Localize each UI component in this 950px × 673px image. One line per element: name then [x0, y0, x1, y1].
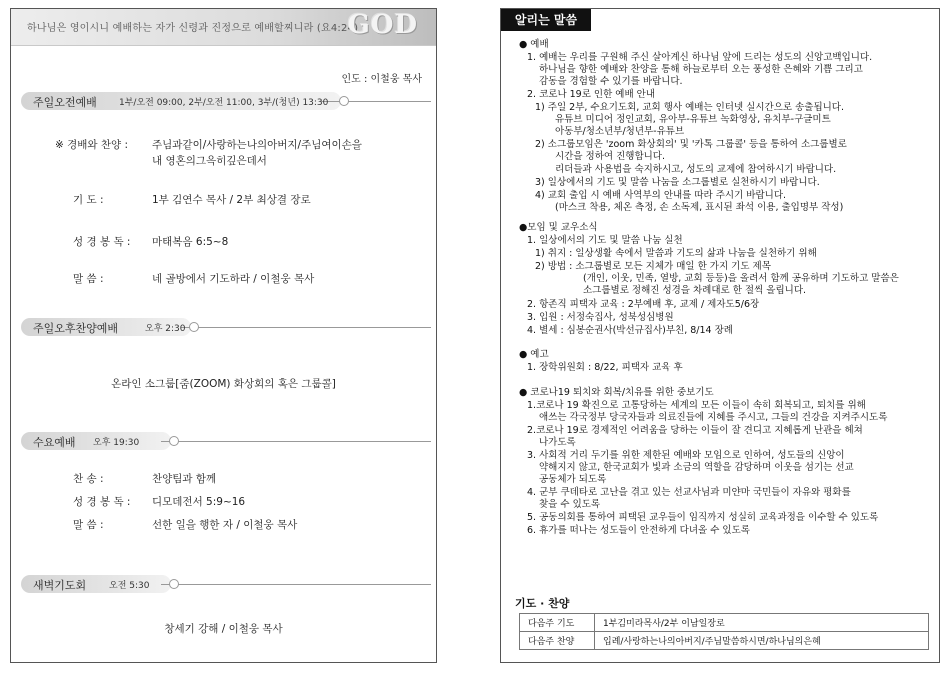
section-time: 오후 19:30 — [93, 438, 140, 448]
table-row — [520, 632, 929, 650]
notice-line: 1) 취지 : 일상생활 속에서 말씀과 기도의 삶과 나눔을 실천하기 위해 — [535, 248, 817, 259]
banner-scripture-text: 하나님은 영이시니 예배하는 자가 신령과 진정으로 예배할찌니라 (요4:24) — [27, 23, 359, 34]
notice-line: 유튜브 미디어 정인교회, 유아부-유튜브 녹화영상, 유치부-구글미트 — [555, 114, 831, 125]
notice-line: 감동을 경험할 수 있기를 바랍니다. — [539, 76, 683, 87]
notice-line: 1. 일상에서의 기도 및 말씀 나눔 실천 — [527, 235, 683, 246]
scripture-banner — [11, 9, 436, 46]
row-key: 다음주 찬양 — [520, 632, 595, 650]
item-value: 찬양팀과 함께 — [152, 473, 217, 485]
row-value: 입례/사랑하는나의아버지/주님말씀하시면/하나님의은혜 — [595, 632, 929, 650]
item-value: 1부 김연수 목사 / 2부 최상결 장로 — [152, 194, 311, 206]
notice-line: 3) 일상에서의 기도 및 말씀 나눔을 소그룹별로 실천하시기 바랍니다. — [535, 177, 820, 188]
notice-line: 1) 주일 2부, 수요기도회, 교회 행사 예배는 인터넷 실시간으로 송출됩니다. — [535, 102, 844, 113]
notice-line: 하나님을 향한 예배와 찬양을 통해 하늘로부터 오는 풍성한 은혜와 기쁨 그리고 — [539, 64, 863, 75]
section-bar-dawn — [21, 575, 431, 593]
item-value: 내 영혼의그윽히깊은데서 — [152, 155, 267, 167]
table-row — [520, 614, 929, 632]
item-label: 말 씀 : — [73, 273, 104, 285]
section-bar-sunday-pm — [21, 318, 431, 336]
item-label: 기 도 : — [73, 194, 104, 206]
notice-line: 2) 소그룹모임은 'zoom 화상회의' 및 '카톡 그룹콜' 등을 통하여 소그룹별로 — [535, 139, 847, 150]
notice-line: 4) 교회 출입 시 예배 사역부의 안내를 따라 주시기 바랍니다. — [535, 190, 787, 201]
row-key: 다음주 기도 — [520, 614, 595, 632]
notice-line: 2.코로나 19로 경제적인 어려움을 당하는 이들이 잘 견디고 지혜롭게 난관을 헤쳐 — [527, 425, 863, 436]
announcements-title: 알리는 말씀 — [501, 9, 591, 31]
section-bar-wednesday — [21, 432, 431, 450]
section-title: 수요예배 — [33, 436, 76, 449]
announcements-panel — [500, 8, 940, 663]
section-title: 새벽기도회 — [33, 579, 87, 592]
item-value: 마태복음 6:5~8 — [152, 236, 229, 248]
notice-section: ● 코로나19 퇴치와 회복/치유를 위한 중보기도 — [519, 387, 714, 398]
section-title: 주일오후찬양예배 — [33, 322, 119, 335]
item-label: 찬 송 : — [73, 473, 104, 485]
section-bar-sunday-am — [21, 92, 431, 110]
item-value: 선한 일을 행한 자 / 이철웅 목사 — [152, 519, 298, 531]
god-logo: GOD — [347, 10, 418, 40]
notice-line: 약해지지 않고, 한국교회가 빛과 소금의 역할을 감당하며 이웃을 섬기는 선교 — [539, 462, 854, 473]
notice-line: 찾을 수 있도록 — [539, 499, 601, 510]
section-title: 주일오전예배 — [33, 96, 97, 109]
item-value: 네 골방에서 기도하라 / 이철웅 목사 — [152, 273, 315, 285]
item-label: 성 경 봉 독 : — [73, 496, 131, 508]
notice-line: 4. 군부 쿠데타로 고난을 겪고 있는 선교사님과 미얀마 국민들이 자유와 평화를 — [527, 487, 851, 498]
section-time: 오전 5:30 — [109, 581, 150, 591]
notice-line: (마스크 착용, 체온 측정, 손 소독제, 표시된 좌석 이용, 출입명부 작성) — [555, 202, 844, 213]
notice-line: 소그룹별로 정해진 성경을 차례대로 한 절씩 올립니다. — [583, 285, 807, 296]
notice-section: ● 예고 — [519, 349, 549, 360]
notice-line: 5. 공동의회를 통하여 피택된 교우들이 임직까지 성실히 교육과정을 이수할 수 있도록 — [527, 512, 879, 523]
notice-line: 리더들과 사용법을 숙지하시고, 성도의 교제에 참여하시기 바랍니다. — [555, 164, 837, 175]
section-time: 1부/오전 09:00, 2부/오전 11:00, 3부/(청년) 13:30 — [119, 98, 329, 108]
notice-line: 6. 휴가를 떠나는 성도들이 안전하게 다녀올 수 있도록 — [527, 525, 750, 536]
notice-line: 아동부/청소년부/청년부-유튜브 — [555, 126, 685, 137]
notice-line: (개인, 이웃, 민족, 열방, 교회 등등)을 올려서 함께 공유하며 기도하고 말씀은 — [583, 273, 899, 284]
notice-line: 4. 별세 : 심봉순권사(박선규집사)부친, 8/14 장례 — [527, 325, 733, 336]
item-value: 주님과같이/사랑하는나의아버지/주님여이손을 — [152, 139, 362, 151]
notice-line: 2. 항존직 피택자 교육 : 2부예배 후, 교제 / 제자도5/6장 — [527, 299, 760, 310]
notice-line: 나가도록 — [539, 437, 576, 448]
item-label: ※ 경배와 찬양 : — [55, 139, 129, 151]
notice-line: 1. 장학위원회 : 8/22, 피택자 교육 후 — [527, 362, 683, 373]
worship-schedule-panel — [10, 8, 437, 663]
sunday-pm-text: 온라인 소그룹[줌(ZOOM) 화상회의 혹은 그룹콜] — [111, 378, 336, 390]
notice-line: 1. 예배는 우리를 구원해 주신 살아계신 하나님 앞에 드리는 성도의 신앙고백입니다. — [527, 52, 873, 63]
notice-line: 공동체가 되도록 — [539, 474, 607, 485]
prayer-praise-title: 기도 · 찬양 — [515, 597, 570, 610]
notice-section: ● 예배 — [519, 39, 549, 50]
row-value: 1부김미라목사/2부 이남일장로 — [595, 614, 929, 632]
notice-line: 3. 사회적 거리 두기를 위한 제한된 예배와 모임으로 인하여, 성도들의 신앙이 — [527, 450, 845, 461]
notice-line: 시간을 정하여 진행합니다. — [555, 151, 666, 162]
item-value: 디모데전서 5:9~16 — [152, 496, 246, 508]
notice-section: ●모임 및 교우소식 — [519, 222, 598, 233]
dawn-text: 창세기 강해 / 이철웅 목사 — [164, 623, 283, 635]
notice-line: 3. 입원 : 서정숙집사, 성북성심병원 — [527, 312, 674, 323]
prayer-praise-table — [519, 613, 929, 650]
notice-line: 1.코로나 19 확진으로 고통당하는 세계의 모든 이들이 속히 회복되고, 퇴치를 위해 — [527, 400, 866, 411]
item-label: 성 경 봉 독 : — [73, 236, 131, 248]
notice-line: 2) 방법 : 소그룹별로 모든 지체가 매일 한 가지 기도 제목 — [535, 261, 771, 272]
notice-line: 2. 코로나 19로 인한 예배 안내 — [527, 89, 656, 100]
item-label: 말 씀 : — [73, 519, 104, 531]
section-time: 오후 2:30 — [145, 324, 186, 334]
service-leader: 인도 : 이철웅 목사 — [341, 74, 422, 85]
notice-line: 애쓰는 각국정부 당국자들과 의료진들에 지혜를 주시고, 그들의 건강을 지켜주시도록 — [539, 412, 888, 423]
